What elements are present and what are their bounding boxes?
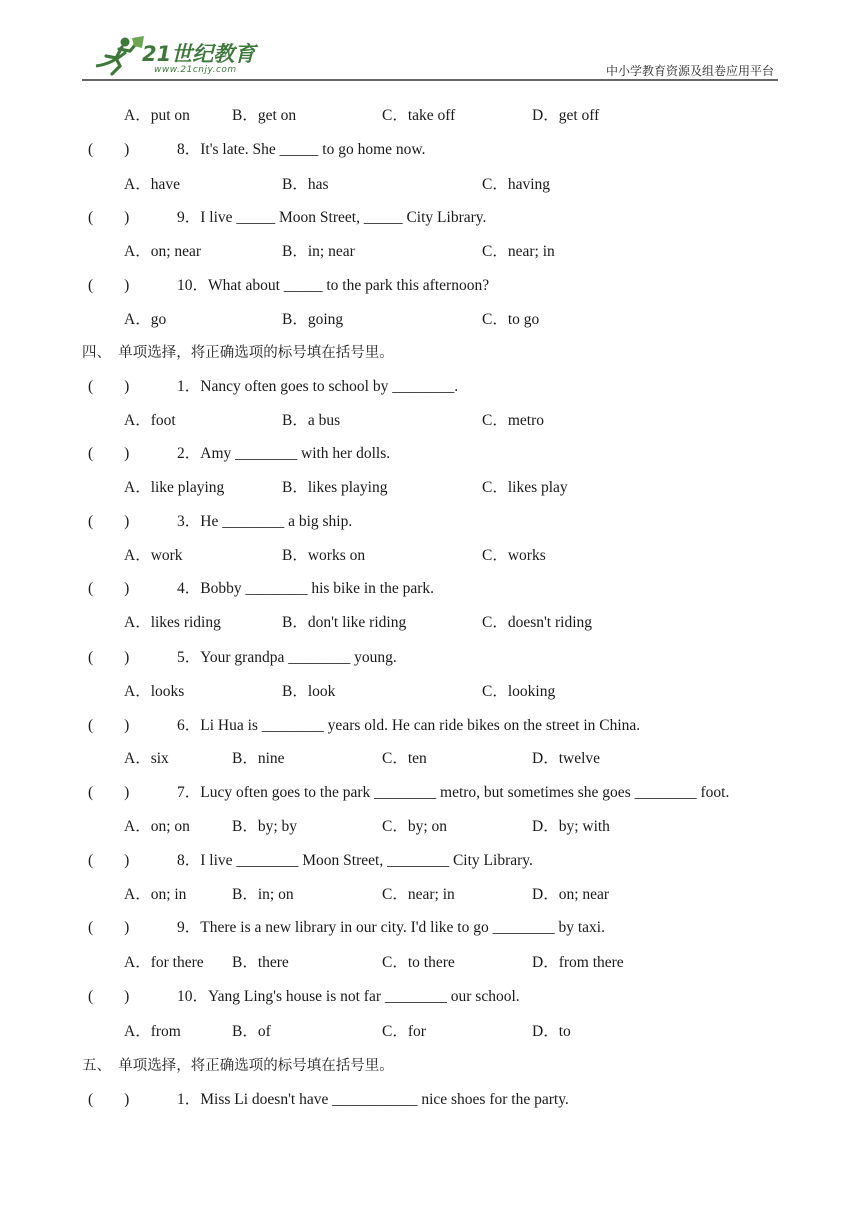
option: A．work — [124, 547, 183, 564]
answer-blank: ( ) — [88, 717, 130, 734]
option: B．going — [282, 311, 344, 328]
option: D．to — [532, 1023, 571, 1040]
question-text: 7．Lucy often goes to the park ________ metro, but sometimes she goes ________ foot. — [177, 784, 730, 801]
option: B．of — [232, 1023, 271, 1040]
option: D．on; near — [532, 886, 610, 903]
question-text: 9．There is a new library in our city. I'd like to go ________ by taxi. — [177, 919, 605, 936]
question-text: 10．Yang Ling's house is not far ________ our school. — [177, 988, 520, 1005]
question-text: 8．It's late. She _____ to go home now. — [177, 141, 426, 158]
answer-blank: ( ) — [88, 141, 130, 158]
header-divider — [82, 79, 778, 81]
answer-blank: ( ) — [88, 919, 130, 936]
option: A．foot — [124, 412, 176, 429]
question-text: 9．I live _____ Moon Street, _____ City Library. — [177, 209, 487, 226]
answer-blank: ( ) — [88, 209, 130, 226]
option: D．from there — [532, 954, 624, 971]
option: A．looks — [124, 683, 185, 700]
option: A．likes riding — [124, 614, 221, 631]
option: B．don't like riding — [282, 614, 407, 631]
option: A．have — [124, 176, 180, 193]
answer-blank: ( ) — [88, 513, 130, 530]
option: D．twelve — [532, 750, 601, 767]
option: C．doesn't riding — [482, 614, 592, 631]
option: B．in; on — [232, 886, 294, 903]
option: C．works — [482, 547, 546, 564]
option: C．likes play — [482, 479, 568, 496]
question-text: 1．Miss Li doesn't have ___________ nice shoes for the party. — [177, 1091, 569, 1108]
page-header — [82, 32, 778, 82]
question-text: 8．I live ________ Moon Street, ________ City Library. — [177, 852, 533, 869]
question-text: 10．What about _____ to the park this afternoon? — [177, 277, 490, 294]
option: A．on; near — [124, 243, 202, 260]
option: A．for there — [124, 954, 204, 971]
option: B．nine — [232, 750, 285, 767]
option: C．for — [382, 1023, 426, 1040]
option: A．put on — [124, 107, 190, 124]
answer-blank: ( ) — [88, 1091, 130, 1108]
option: C．by; on — [382, 818, 448, 835]
option: B．there — [232, 954, 289, 971]
option: D．get off — [532, 107, 600, 124]
question-text: 1．Nancy often goes to school by ________. — [177, 378, 459, 395]
question-text: 2．Amy ________ with her dolls. — [177, 445, 391, 462]
option: A．on; in — [124, 886, 187, 903]
option: C．to there — [382, 954, 455, 971]
option: B．get on — [232, 107, 297, 124]
option: A．six — [124, 750, 169, 767]
answer-blank: ( ) — [88, 852, 130, 869]
option: B．likes playing — [282, 479, 388, 496]
answer-blank: ( ) — [88, 277, 130, 294]
answer-blank: ( ) — [88, 580, 130, 597]
question-text: 4．Bobby ________ his bike in the park. — [177, 580, 435, 597]
platform-label: 中小学教育资源及组卷应用平台 — [605, 64, 774, 78]
option: C．to go — [482, 311, 540, 328]
section-heading: 五、 单项选择，将正确选项的标号填在括号里。 — [82, 1058, 394, 1074]
option: C．near; in — [482, 243, 555, 260]
option: B．in; near — [282, 243, 355, 260]
option: A．like playing — [124, 479, 225, 496]
runner-logo-icon — [92, 34, 148, 78]
option: A．go — [124, 311, 167, 328]
option: B．by; by — [232, 818, 298, 835]
option: C．near; in — [382, 886, 455, 903]
answer-blank: ( ) — [88, 445, 130, 462]
option: A．from — [124, 1023, 181, 1040]
answer-blank: ( ) — [88, 784, 130, 801]
question-text: 3．He ________ a big ship. — [177, 513, 353, 530]
question-text: 6．Li Hua is ________ years old. He can ride bikes on the street in China. — [177, 717, 641, 734]
logo — [92, 34, 272, 78]
option: B．a bus — [282, 412, 341, 429]
answer-blank: ( ) — [88, 988, 130, 1005]
option: C．ten — [382, 750, 427, 767]
answer-blank: ( ) — [88, 378, 130, 395]
option: A．on; on — [124, 818, 190, 835]
logo-text: 21世纪教育 — [142, 42, 256, 66]
option: C．take off — [382, 107, 456, 124]
option: C．looking — [482, 683, 556, 700]
question-text: 5．Your grandpa ________ young. — [177, 649, 397, 666]
option: B．look — [282, 683, 336, 700]
option: C．metro — [482, 412, 544, 429]
option: D．by; with — [532, 818, 610, 835]
logo-url: www.21cnjy.com — [154, 65, 237, 75]
answer-blank: ( ) — [88, 649, 130, 666]
option: C．having — [482, 176, 551, 193]
option: B．works on — [282, 547, 366, 564]
section-heading: 四、 单项选择，将正确选项的标号填在括号里。 — [82, 345, 394, 361]
option: B．has — [282, 176, 329, 193]
